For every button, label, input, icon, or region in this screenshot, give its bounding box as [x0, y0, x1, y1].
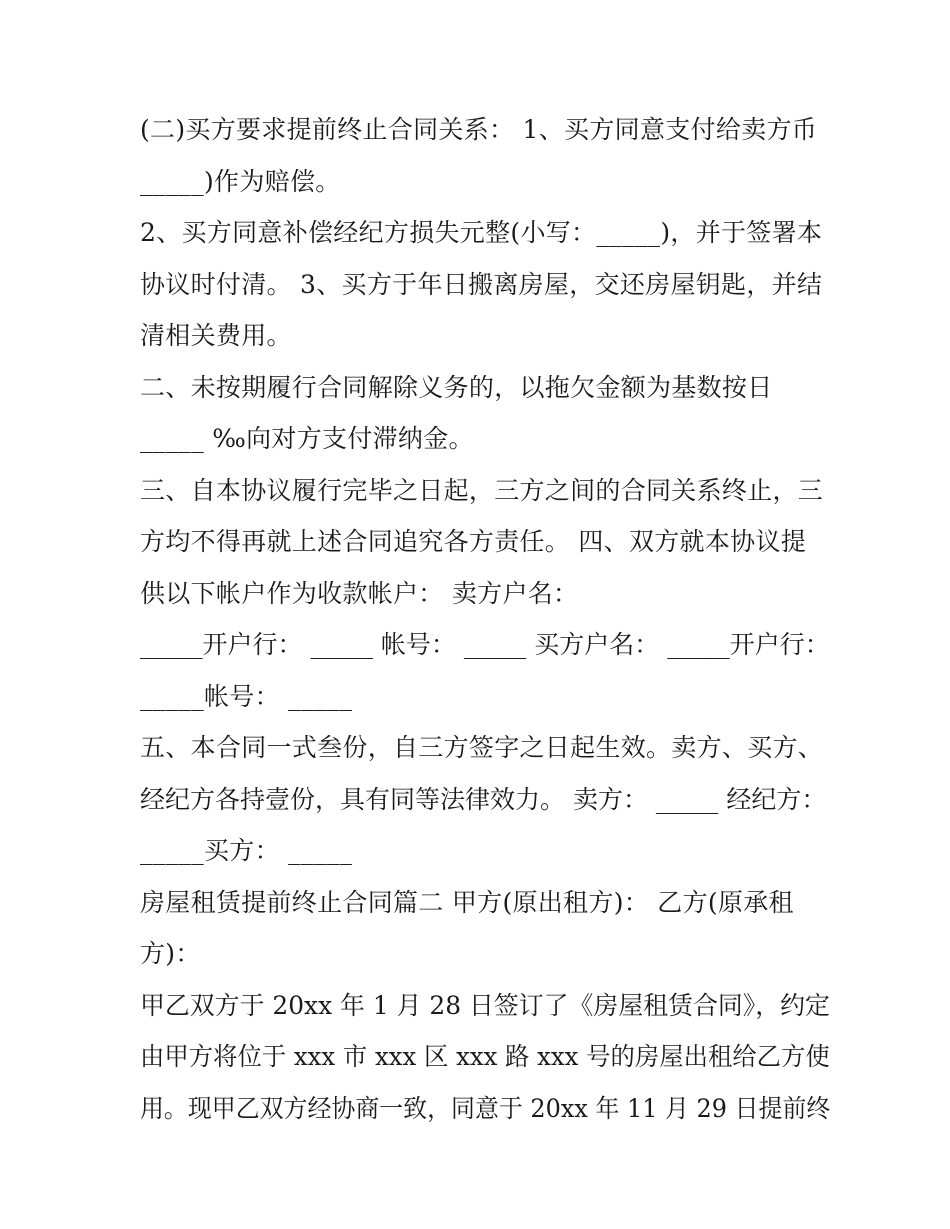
text-line: 由甲方将位于 xxx 市 xxx 区 xxx 路 xxx 号的房屋出租给乙方使: [140, 1042, 830, 1071]
text-line: _____买方： _____: [140, 836, 353, 865]
text-line: (二)买方要求提前终止合同关系： 1、买方同意支付给卖方币: [140, 115, 818, 144]
text-line: 供以下帐户作为收款帐户： 卖方户名：: [140, 578, 579, 608]
text-line: 2、买方同意补偿经纪方损失元整(小写：_____)，并于签署本: [140, 218, 823, 247]
text-line: 二、未按期履行合同解除义务的，以拖欠金额为基数按日: [140, 372, 773, 402]
text-line: _____)作为赔偿。: [140, 166, 341, 196]
text-line: 协议时付清。 3、买方于年日搬离房屋，交还房屋钥匙，并结: [140, 269, 823, 299]
text-line: 方均不得再就上述合同追究各方责任。 四、双方就本协议提: [140, 527, 807, 556]
text-line: 甲乙双方于 20xx 年 1 月 28 日签订了《房屋租赁合同》，约定: [140, 990, 830, 1020]
text-line: 用。现甲乙双方经协商一致，同意于 20xx 年 11 月 29 日提前终: [140, 1093, 831, 1123]
text-line: _____帐号： _____: [140, 681, 353, 711]
text-line: _____开户行： _____ 帐号： _____ 买方户名： _____开户行：: [140, 630, 830, 659]
text-line: 三、自本协议履行完毕之日起，三方之间的合同关系终止，三: [140, 475, 824, 505]
text-line: 房屋租赁提前终止合同篇二 甲方(原出租方)： 乙方(原承租: [140, 887, 794, 917]
text-line: 方)：: [140, 939, 201, 968]
text-line: 清相关费用。: [140, 321, 292, 350]
text-line: _____ ‰向对方支付滞纳金。: [140, 424, 474, 453]
document-body: [140, 104, 830, 1134]
text-line: 五、本合同一式叁份，自三方签字之日起生效。卖方、买方、: [140, 733, 824, 762]
text-line: 经纪方各持壹份，具有同等法律效力。 卖方： _____ 经纪方：: [140, 784, 827, 814]
